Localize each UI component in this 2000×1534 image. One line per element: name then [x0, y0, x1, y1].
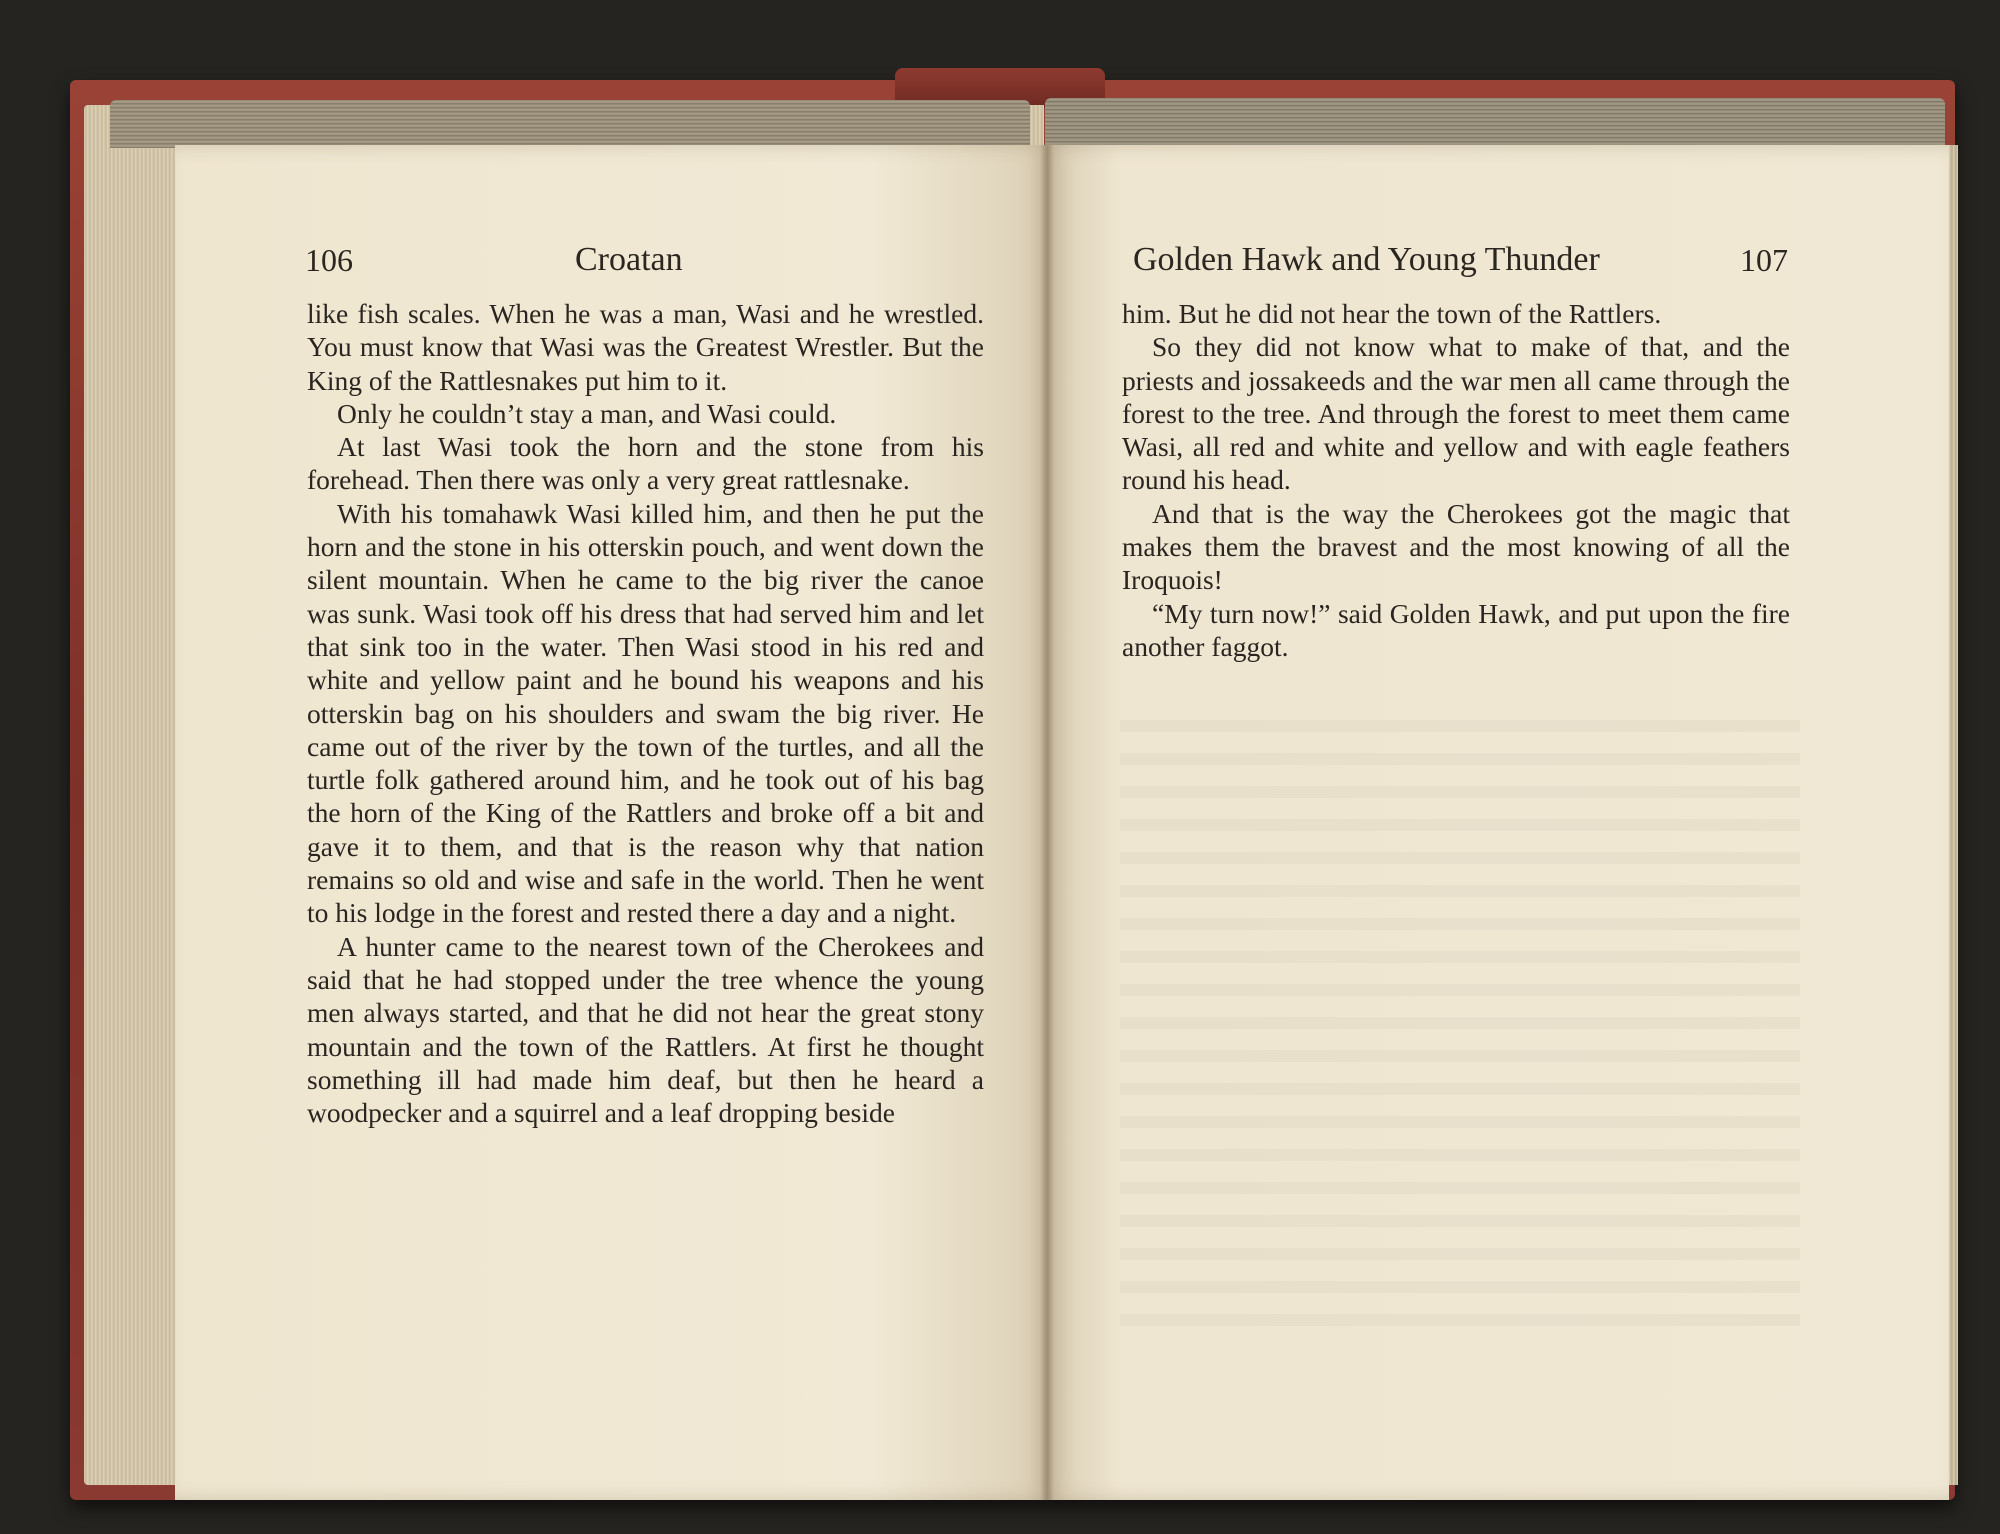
left-page-text [307, 297, 984, 1129]
gutter [1040, 145, 1054, 1500]
page-edges-top-right [1045, 98, 1945, 148]
left-page-number: 106 [305, 242, 353, 278]
paragraph: Only he couldn’t stay a man, and Wasi could. [337, 397, 837, 429]
right-page-header [1133, 238, 1788, 282]
show-through [1120, 720, 1800, 1340]
paragraph: With his tomahawk Wasi killed him, and then he put the horn and the stone in his otterskin pouch, and went down the silent mountain. When he came to the big river the canoe was sunk. Wasi took off his dress that had served him and let that sink too in the water. Then Wasi stood in his red and white and yellow paint and he bound his weapons and his otterskin bag on his shoulders and swam the big river. He came out of the river by the town of the turtles, and all the turtle folk gathered around him, and he took out of his bag the horn of the King of the Rattlers and broke off a bit and gave it to them, and that is the reason why that nation remains so old and wise and safe in the world. Then he went to his lodge in the forest and rested there a day and a night. [307, 497, 984, 929]
paragraph: “My turn now!” said Golden Hawk, and put upon the fire another faggot. [1122, 597, 1790, 662]
paragraph: At last Wasi took the horn and the stone from his forehead. Then there was only a very great rattlesnake. [307, 431, 984, 496]
left-running-title: Croatan [575, 241, 683, 278]
right-page-text [1122, 297, 1790, 663]
right-running-title: Golden Hawk and Young Thunder [1133, 241, 1600, 278]
paragraph: So they did not know what to make of that, and the priests and jossakeeds and the war men all came through the forest to the tree. And through the forest to meet them came Wasi, all red and white and yellow and with eagle feathers round his head. [1122, 331, 1790, 496]
paragraph: A hunter came to the nearest town of the Cherokees and said that he had stopped under the tree whence the young men always started, and that he did not hear the great stony mountain and the town of the Rattlers. At first he thought something ill had made him deaf, but then he heard a woodpecker and a squirrel and a leaf dropping beside [307, 930, 984, 1129]
right-page-number: 107 [1740, 242, 1788, 278]
left-page-header [305, 238, 705, 282]
page-edges-top-left [110, 100, 1030, 148]
paragraph: him. But he did not hear the town of the Rattlers. [1122, 298, 1662, 329]
paragraph: And that is the way the Cherokees got the magic that makes them the bravest and the most knowing of all the Iroquois! [1122, 497, 1790, 596]
paragraph: like fish scales. When he was a man, Wasi and he wrestled. You must know that Wasi was the Greatest Wrestler. But the King of the Rattlesnakes put him to it. [307, 298, 984, 396]
